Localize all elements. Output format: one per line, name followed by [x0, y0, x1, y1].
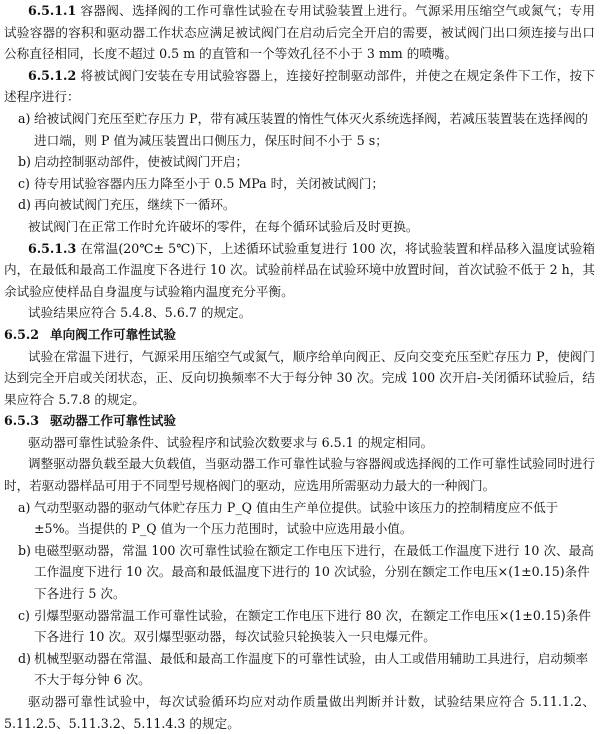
- list-text: 待专用试验容器内压力降至小于 0.5 MPa 时，关闭被试阀门；: [34, 175, 385, 191]
- list-item: [4, 108, 595, 151]
- clause-number: 6.5.1.1: [28, 3, 77, 18]
- list-text: 引爆型驱动器常温工作可靠性试验，在额定工作电压下进行 80 次，在额定工作电压×(1±0.15)条件下各进行 10 次。双引爆型驱动器，每次试验只轮换装入一只电爆元件。: [34, 607, 591, 645]
- section-text: 调整驱动器负载至最大负载值，当驱动器工作可靠性试验与容器阀或选择阀的工作可靠性试验同时进行时，若驱动器样品可用于不同型号规格阀门的驱动，应选用所需驱动力最大的一种阀门。: [4, 456, 595, 494]
- clause-result: 试验结果应符合 5.4.8、5.6.7 的规定。: [28, 305, 252, 321]
- clause-6-5-1-2: [4, 65, 595, 108]
- list-marker: d): [18, 197, 31, 213]
- section-title: 驱动器工作可靠性试验: [50, 413, 176, 429]
- clause-text: 在常温(20℃± 5℃)下，上述循环试验重复进行 100 次，将试验装置和样品移入温度试验箱内，在最低和最高工作温度下各进行 10 次。试验前样品在试验环境中放置时间，首次试验不低于 2 h，其余试验应使样品自身温度与试验箱内温度充分平衡。: [4, 240, 595, 299]
- section-heading-6-5-3: [4, 410, 595, 432]
- list-item: [4, 151, 595, 173]
- section-text: 试验在常温下进行，气源采用压缩空气或氮气，顺序给单向阀正、反向交变充压至贮存压力 P，使阀门达到完全开启或关闭状态，正、反向切换频率不大于每分钟 30 次。完成 100 次开启-关闭循环试验后，结果应符合 5.7.8 的规定。: [4, 348, 595, 407]
- list-marker: c): [18, 607, 30, 623]
- clause-number: 6.5.1.3: [28, 240, 77, 256]
- list-text: 气动型驱动器的驱动气体贮存压力 P_Q 值由生产单位提供。试验中该压力的控制精度应不低于 ±5%。当提供的 P_Q 值为一个压力范围时，试验中应选用最小值。: [34, 499, 559, 537]
- section-text: 驱动器可靠性试验中，每次试验循环均应对动作质量做出判断并计数，试验结果应符合 5.11.1.2、5.11.2.5、5.11.3.2、5.11.4.3 的规定。: [4, 694, 595, 731]
- clause-number: 6.5.1.2: [28, 67, 77, 83]
- section-title: 单向阀工作可靠性试验: [50, 326, 176, 342]
- list-text: 启动控制驱动部件，使被试阀门开启；: [34, 154, 249, 170]
- list-text: 机械型驱动器在常温、最低和最高工作温度下的可靠性试验，由人工或借用辅助工具进行，启动频率不大于每分钟 6 次。: [34, 650, 589, 688]
- clause-6-5-1-1: [4, 0, 595, 65]
- list-marker: b): [18, 542, 31, 558]
- list-item: [4, 194, 595, 216]
- list-text: 电磁型驱动器，常温 100 次可靠性试验在额定工作电压下进行，在最低工作温度下进行 10 次、最高工作温度下进行 10 次。最高和最低温度下进行的 10 次试验，分别在额定工作电压×(1±0.15)条件下各进行 5 次。: [34, 542, 594, 602]
- list-item: [4, 173, 595, 195]
- list-item: [4, 497, 595, 540]
- list-marker: b): [18, 154, 31, 170]
- section-heading-6-5-2: [4, 324, 595, 346]
- clause-6-5-1-3: [4, 238, 595, 303]
- list-marker: a): [18, 110, 31, 126]
- list-marker: d): [18, 650, 31, 666]
- clause-text: 容器阀、选择阀的工作可靠性试验在专用试验装置上进行。气源采用压缩空气或氮气；专用试验容器的容积和驱动器工作状态应满足被试阀门在启动后完全开启的需要，被试阀门出口须连接与出口公称直径相同，长度不超过 0.5 m 的直管和一个等效孔径不小于 3 mm 的喷嘴。: [4, 3, 595, 62]
- section-text: 驱动器可靠性试验条件、试验程序和试验次数要求与 6.5.1 的规定相同。: [28, 434, 434, 450]
- list-item: [4, 648, 595, 691]
- clause-note: 被试阀门在正常工作时允许破坏的零件，在每个循环试验后及时更换。: [28, 218, 419, 234]
- list-marker: a): [18, 499, 31, 515]
- section-number: 6.5.2: [4, 326, 40, 342]
- list-text: 再向被试阀门充压，继续下一循环。: [34, 197, 236, 213]
- list-marker: c): [18, 175, 30, 191]
- section-number: 6.5.3: [4, 413, 40, 429]
- list-text: 给被试阀门充压至贮存压力 P，带有减压装置的惰性气体灭火系统选择阀，若减压装置装在选择阀的进口端，则 P 值为减压装置出口侧压力，保压时间不小于 5 s；: [34, 110, 589, 148]
- clause-text: 将被试阀门安装在专用试验容器上，连接好控制驱动部件，并使之在规定条件下工作，按下述程序进行：: [4, 67, 595, 105]
- list-item: [4, 605, 595, 648]
- list-item: [4, 540, 595, 605]
